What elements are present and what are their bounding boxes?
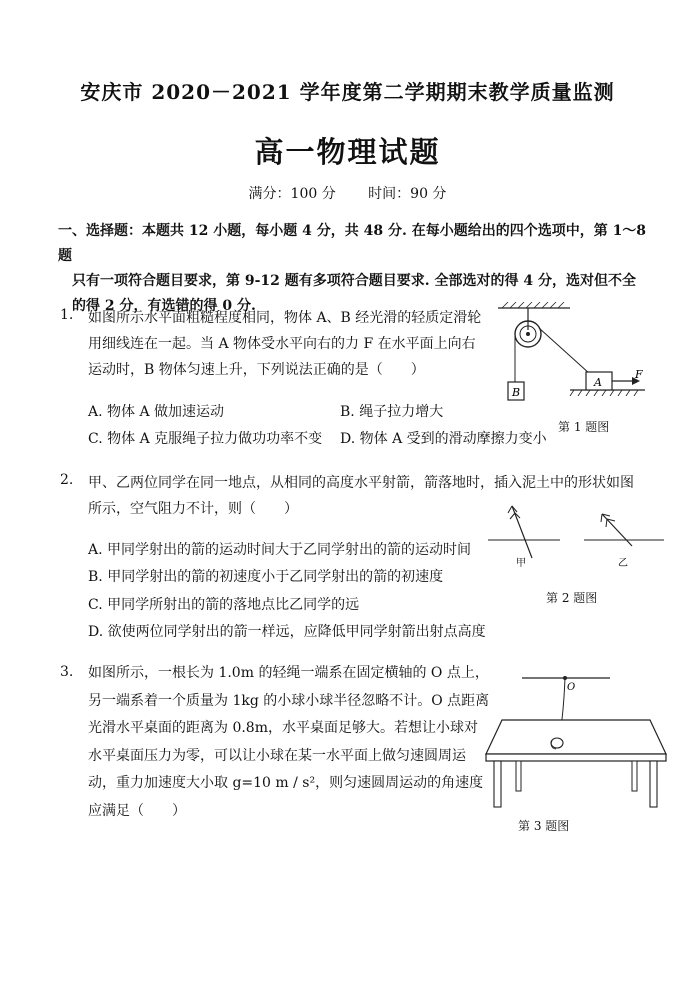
q1-label-f: F [635, 368, 643, 381]
subject-title: 高一物理试题 [254, 135, 441, 169]
q1-option-b: B. 绳子拉力增大 [340, 404, 444, 420]
q2-option-b: B. 甲同学射出的箭的初速度小于乙同学射出的箭的初速度 [88, 569, 444, 585]
q3-stem-line: 光滑水平桌面的距离为 0.8m，水平桌面足够大。若想让小球对 [88, 720, 478, 736]
q3-label-o: O [567, 682, 576, 693]
q1-option-a: A. 物体 A 做加速运动 [88, 404, 225, 420]
q2-option-d: D. 欲使两位同学射出的箭一样远，应降低甲同学射箭出射点高度 [88, 624, 486, 640]
section-line: 只有一项符合题目要求，第 9-12 题有多项符合题目要求. 全部选对的得 4 分，选对但不全 [72, 273, 637, 289]
q3-table-figure [482, 672, 672, 812]
exam-title: 安庆市 2020－2021 学年度第二学期期末教学质量监测 [80, 80, 615, 104]
q1-pulley-figure [490, 302, 650, 402]
q1-caption: 第 1 题图 [558, 420, 610, 434]
q1-stem [88, 305, 481, 383]
q2-option-a: A. 甲同学射出的箭的运动时间大于乙同学射出的箭的运动时间 [88, 542, 472, 558]
q3-stem-line: 另一端系着一个质量为 1kg 的小球小球半径忽略不计。O 点距离 [88, 692, 490, 709]
q1-stem-line: 如图所示水平面粗糙程度相同，物体 A、B 经光滑的轻质定滑轮 [88, 310, 482, 326]
q1-option-d: D. 物体 A 受到的滑动摩擦力变小 [340, 431, 547, 447]
q2-caption: 第 2 题图 [546, 591, 598, 605]
q2-arrows-figure [484, 500, 674, 580]
q3-stem-line: 动，重力加速度大小取 g=10 m / s²，则匀速圆周运动的角速度 [88, 775, 484, 791]
exam-time: 时间：90 分 [368, 186, 447, 202]
full-score: 满分：100 分 [248, 186, 336, 202]
q2-stem-line: 甲、乙两位同学在同一地点，从相同的高度水平射箭，箭落地时，插入泥土中的形状如图 [88, 475, 634, 491]
q1-option-c: C. 物体 A 克服绳子拉力做功功率不变 [88, 431, 323, 447]
q3-caption: 第 3 题图 [518, 819, 570, 833]
q3-stem-line: 应满足（ ） [88, 802, 186, 819]
section-line: 一、选择题：本题共 12 小题，每小题 4 分，共 48 分. 在每小题给出的四个选项中，第 1～8 题 [58, 223, 647, 264]
q2-option-c: C. 甲同学所射出的箭的落地点比乙同学的远 [88, 597, 360, 613]
q2-stem-line: 所示，空气阻力不计，则（ ） [88, 501, 298, 517]
q3-stem [88, 660, 489, 825]
q1-label-a: A [594, 376, 602, 389]
q1-stem-line: 运动时，B 物体匀速上升，下列说法正确的是（ ） [88, 362, 425, 378]
q2-number: 2. [60, 472, 74, 488]
q3-number: 3. [60, 664, 74, 680]
q2-label-yi: 乙 [618, 558, 628, 569]
score-time-line [0, 183, 695, 203]
q1-number: 1. [60, 307, 74, 323]
q3-stem-line: 如图所示，一根长为 1.0m 的轻绳一端系在固定横轴的 O 点上， [88, 665, 489, 681]
q2-label-jia: 甲 [516, 558, 526, 569]
q1-stem-line: 用细线连在一起。当 A 物体受水平向右的力 F 在水平面上向右 [88, 336, 476, 352]
q1-label-b: B [512, 386, 521, 399]
section-line: 的得 2 分，有选错的得 0 分. [72, 298, 256, 314]
q3-stem-line: 水平桌面压力为零，可以让小球在某一水平面上做匀速圆周运 [88, 747, 466, 764]
